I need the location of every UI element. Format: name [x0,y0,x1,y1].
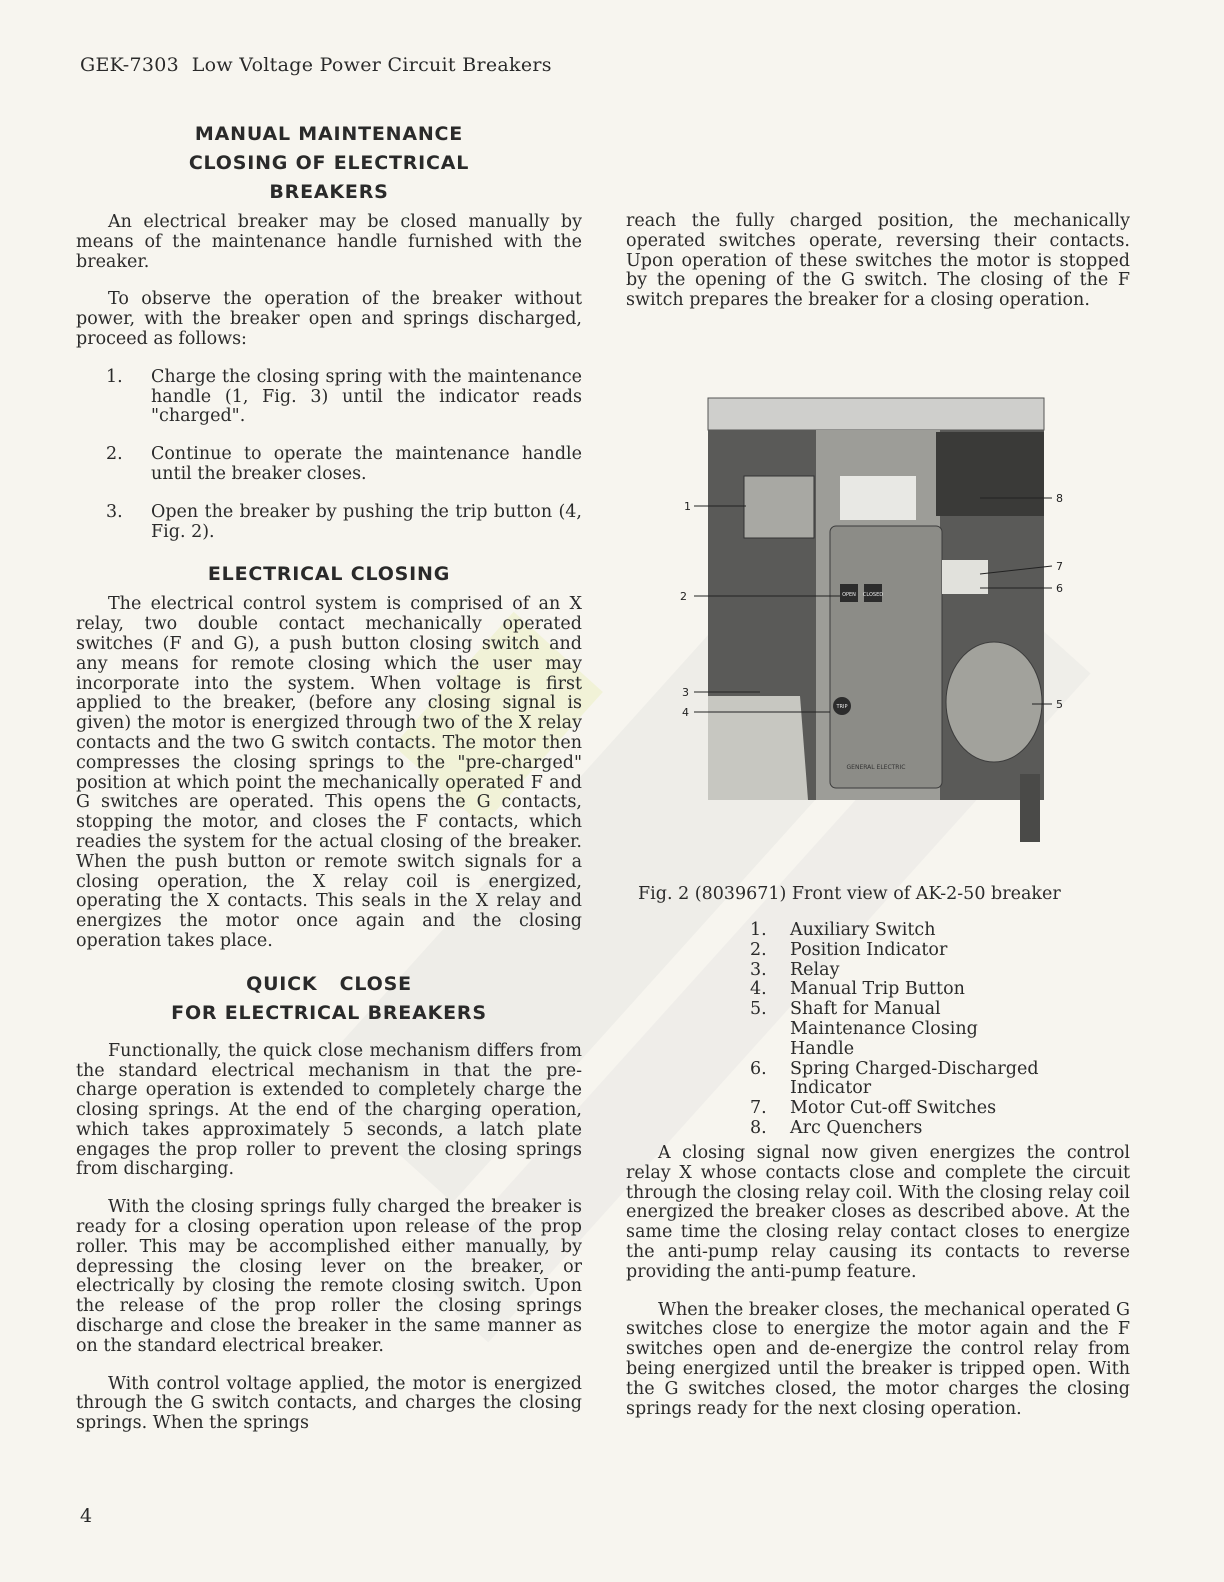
paragraph: A closing signal now given energizes the control relay X whose contacts close and complete the circuit through the closing relay coil. With the closing relay coil energized the breaker closes as described above. At the same time the closing relay contact closes to energize the anti-pump relay causing its contacts to reverse providing the anti-pump feature. [626,1143,1130,1282]
list-item: 5. Shaft for Manual Maintenance Closing Handle [750,999,978,1059]
paragraph: The electrical control system is comprised of an X relay, two double contact mechanically operated switches (F and G), a push button closing switch and any means for remote closing which the user may incorporate into the system. When voltage is first applied to the breaker, (before any closing signal is given) the motor is energized through two of the X relay contacts and the two G switch contacts. The motor then compresses the closing springs to the "pre-charged" position at which point the mechanically operated F and G switches are operated. This opens the G contacts, stopping the motor, and closes the F contacts, which readies the system for the actual closing of the breaker. When the push button or remote switch signals for a closing operation, the X relay coil is energized, operating the X contacts. This seals in the X relay and energizes the motor once again and the closing operation takes place. [76,594,582,951]
figure-caption: Fig. 2 (8039671) Front view of AK-2-50 breaker [638,884,1061,904]
list-item: 7. Motor Cut-off Switches [750,1098,997,1119]
doc-title: Low Voltage Power Circuit Breakers [191,54,552,76]
section-heading-manual: MANUAL MAINTENANCE CLOSING OF ELECTRICAL BREAKERS [188,123,470,203]
after-figure-text [626,1144,1130,1437]
section-heading-electrical: ELECTRICAL CLOSING [207,563,451,586]
callout-label: 6 [1056,582,1063,595]
callout-label: 3 [682,686,689,699]
callout-label: 5 [1056,698,1063,711]
doc-id: GEK-7303 [80,54,180,76]
paragraph: To observe the operation of the breaker without power, with the breaker open and springs discharged, proceed as follows: [76,289,582,349]
right-column [626,212,1130,329]
paragraph: An electrical breaker may be closed manually by means of the maintenance handle furnished with the breaker. [76,212,582,272]
top-panel [708,398,1044,430]
auxiliary-switch [744,476,814,538]
callout-label: 4 [682,706,689,719]
paragraph: With the closing springs fully charged the breaker is ready for a closing operation upon release of the prop roller. This may be accomplished either manually, by depressing the closing lever on the breaker, or electrically by closing the remote closing switch. Upon the release of the prop roller the closing springs discharge and close the breaker in the same manner as on the standard electrical breaker. [76,1197,582,1356]
section-heading-quick-close: QUICK CLOSE FOR ELECTRICAL BREAKERS [171,972,487,1024]
left-column [76,120,582,1452]
list-item: 6. Spring Charged-Discharged Indicator [750,1058,1039,1099]
page-number: 4 [80,1505,93,1527]
front-cover [830,526,942,788]
paragraph: Functionally, the quick close mechanism differs from the standard electrical mechanism in that the pre-charge operation is extended to completely charge the closing springs. At the end of the charging operation, which takes approximately 5 seconds, a latch plate engages the prop roller to prevent the closing springs from discharging. [76,1040,582,1180]
list-item: 8. Arc Quenchers [750,1117,923,1138]
list-item: 4. Manual Trip Button [750,979,965,1000]
page-header [80,54,552,76]
support-bracket [1020,774,1040,842]
list-item: 2. Continue to operate the maintenance handle until the breaker closes. [106,444,582,484]
svg-text:GENERAL ELECTRIC: GENERAL ELECTRIC [846,764,906,771]
list-item: 3. Open the breaker by pushing the trip button (4, Fig. 2). [106,501,582,542]
callout-label: 7 [1056,560,1063,573]
breaker-photo-figure [680,384,1100,854]
list-item: 3. Relay [750,959,840,980]
paragraph: With control voltage applied, the motor is energized through the G switch contacts, and charges the closing springs. When the springs [76,1373,582,1434]
motor [946,642,1042,762]
nameplate [840,476,916,520]
paragraph: reach the fully charged position, the mechanically operated switches operate, reversing their contacts. Upon operation of these switches the motor is stopped by the opening of the G switch. The closing of the F switch prepares the breaker for a closing operation. [626,211,1130,311]
paragraph: When the breaker closes, the mechanical operated G switches close to energize the motor again and the F switches open and de-energize the control relay from being energized until the breaker is tripped open. With the G switches closed, the motor charges the closing springs ready for the next closing operation. [626,1299,1130,1419]
callout-label: 8 [1056,492,1063,505]
list-item: 1. Auxiliary Switch [750,920,936,940]
procedure-steps [76,368,582,543]
arc-quenchers [936,432,1044,516]
list-item: 1. Charge the closing spring with the maintenance handle (1, Fig. 3) until the indicator reads "charged". [106,366,582,427]
spring-indicator [942,560,988,594]
callout-label: 2 [680,590,687,603]
svg-text:TRIP: TRIP [836,704,848,710]
list-item: 2. Position Indicator [750,939,948,960]
callout-label: 1 [684,500,691,513]
svg-text:OPEN: OPEN [842,592,856,598]
svg-text:CLOSED: CLOSED [862,592,884,598]
figure-legend [750,921,1080,1139]
